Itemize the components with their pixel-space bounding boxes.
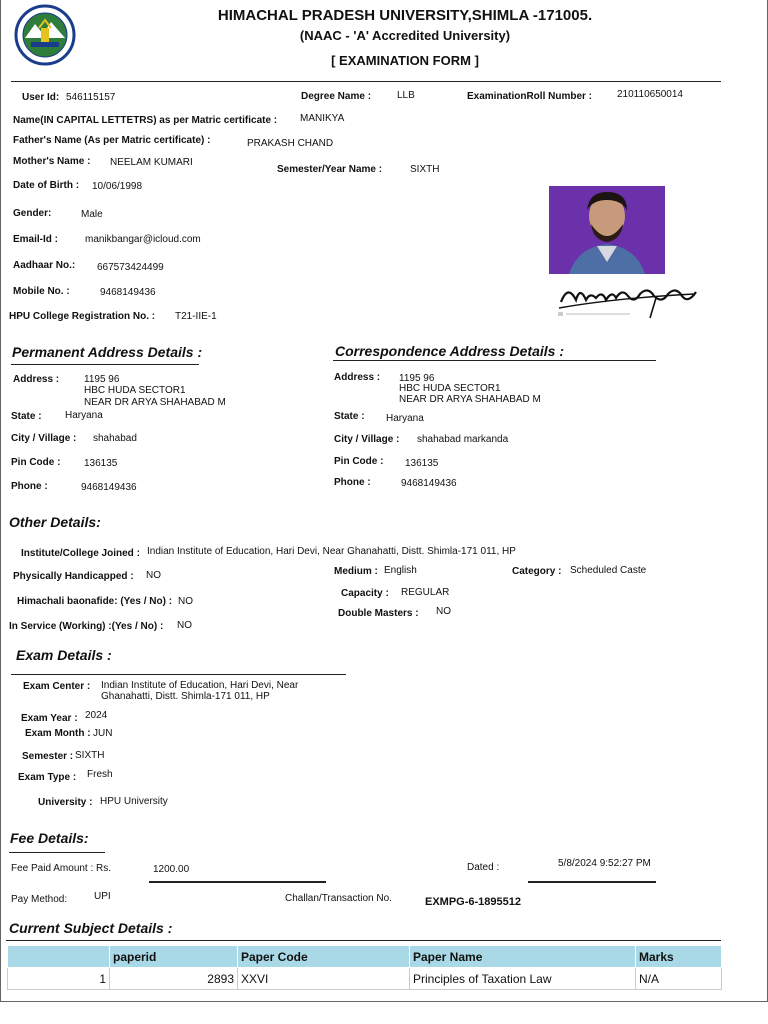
correspondence-state-label: State : [334, 411, 365, 422]
email-value: manikbangar@icloud.com [85, 234, 201, 245]
aadhaar-label: Aadhaar No.: [13, 260, 76, 271]
header-marks: Marks [636, 946, 722, 968]
exam-month-value: JUN [93, 728, 113, 739]
gender-label: Gender: [13, 208, 52, 219]
exam-heading-underline [11, 674, 346, 675]
double-masters-value: NO [436, 606, 451, 617]
header-paper-code: Paper Code [238, 946, 410, 968]
correspondence-city-label: City / Village : [334, 434, 400, 445]
registration-label: HPU College Registration No. : [9, 311, 156, 322]
row-paper-name: Principles of Taxation Law [410, 968, 636, 990]
user-id-label: User Id: [22, 92, 60, 103]
medium-value: English [384, 565, 417, 576]
challan-label: Challan/Transaction No. [285, 893, 392, 904]
permanent-pin-label: Pin Code : [11, 457, 61, 468]
fee-dated-label: Dated : [467, 862, 500, 873]
mother-name-value: NEELAM KUMARI [110, 157, 193, 168]
permanent-address-label: Address : [13, 374, 60, 385]
himachali-value: NO [178, 596, 193, 607]
exam-year-value: 2024 [85, 710, 108, 721]
in-service-value: NO [177, 620, 192, 631]
row-paperid: 2893 [110, 968, 238, 990]
capacity-value: REGULAR [401, 587, 450, 598]
exam-semester-label: Semester : [22, 751, 74, 762]
email-label: Email-Id : [13, 234, 59, 245]
correspondence-address-line-2: HBC HUDA SECTOR1 [399, 383, 501, 394]
semester-value: SIXTH [410, 164, 440, 175]
correspondence-city-value: shahabad markanda [417, 434, 509, 445]
name-value: MANIKYA [300, 113, 345, 124]
permanent-address-line-3: NEAR DR ARYA SHAHABAD M [84, 397, 226, 408]
physically-handicapped-value: NO [146, 570, 161, 581]
institute-label: Institute/College Joined : [21, 548, 140, 559]
permanent-pin-value: 136135 [84, 458, 118, 469]
dob-value: 10/06/1998 [92, 181, 143, 192]
pay-method-label: Pay Method: [11, 894, 68, 905]
physically-handicapped-label: Physically Handicapped : [13, 571, 134, 582]
header-index [8, 946, 110, 968]
correspondence-pin-value: 136135 [405, 458, 439, 469]
subject-heading-divider [6, 940, 721, 941]
exam-center-line-1: Indian Institute of Education, Hari Devi, Near [101, 680, 299, 691]
permanent-state-label: State : [11, 411, 42, 422]
correspondence-pin-label: Pin Code : [334, 456, 384, 467]
registration-value: T21-IIE-1 [175, 311, 217, 322]
correspondence-address-line-3: NEAR DR ARYA SHAHABAD M [399, 394, 541, 405]
student-signature [556, 274, 701, 322]
exam-details-heading: Exam Details : [16, 647, 112, 663]
permanent-city-value: shahabad [93, 433, 137, 444]
table-row [8, 968, 722, 990]
row-marks: N/A [636, 968, 722, 990]
permanent-heading-underline [11, 364, 199, 365]
mobile-value: 9468149436 [100, 287, 156, 298]
user-id-value: 546115157 [66, 92, 116, 103]
correspondence-address-heading: Correspondence Address Details : [335, 343, 564, 359]
permanent-phone-label: Phone : [11, 481, 48, 492]
exam-month-label: Exam Month : [25, 728, 91, 739]
exam-semester-value: SIXTH [75, 750, 105, 761]
permanent-phone-value: 9468149436 [81, 482, 137, 493]
fee-dated-underline [528, 881, 656, 883]
permanent-city-label: City / Village : [11, 433, 77, 444]
mother-name-label: Mother's Name : [13, 156, 91, 167]
category-value: Scheduled Caste [570, 565, 647, 576]
in-service-label: In Service (Working) :(Yes / No) : [9, 621, 164, 632]
exam-type-value: Fresh [87, 769, 113, 780]
gender-value: Male [81, 209, 103, 220]
row-index: 1 [8, 968, 110, 990]
fee-heading-underline [9, 852, 105, 853]
student-photo [549, 186, 665, 274]
fee-details-heading: Fee Details: [10, 830, 89, 846]
aadhaar-value: 667573424499 [97, 262, 164, 273]
fee-amount-label: Fee Paid Amount : Rs. [11, 863, 112, 874]
correspondence-address-label: Address : [334, 372, 381, 383]
dob-label: Date of Birth : [13, 180, 80, 191]
roll-number-label: ExaminationRoll Number : [467, 91, 593, 102]
correspondence-phone-value: 9468149436 [401, 478, 457, 489]
double-masters-label: Double Masters : [338, 608, 419, 619]
semester-label: Semester/Year Name : [277, 164, 383, 175]
father-name-value: PRAKASH CHAND [247, 138, 334, 149]
degree-value: LLB [397, 90, 415, 101]
category-label: Category : [512, 566, 562, 577]
permanent-address-line-2: HBC HUDA SECTOR1 [84, 385, 186, 396]
institute-value: Indian Institute of Education, Hari Devi, Near Ghanahatti, Distt. Shimla-171 011, HP [147, 546, 516, 557]
degree-label: Degree Name : [301, 91, 372, 102]
fee-amount-underline [149, 881, 326, 883]
mobile-label: Mobile No. : [13, 286, 70, 297]
other-details-heading: Other Details: [9, 514, 101, 530]
header-paper-name: Paper Name [410, 946, 636, 968]
challan-value: EXMPG-6-1895512 [425, 896, 521, 908]
correspondence-address-line-1: 1195 96 [399, 373, 435, 384]
fee-amount-value: 1200.00 [153, 864, 190, 875]
row-paper-code: XXVI [238, 968, 410, 990]
capacity-label: Capacity : [341, 588, 389, 599]
exam-center-line-2: Ghanahatti, Distt. Shimla-171 011, HP [101, 691, 270, 702]
exam-year-label: Exam Year : [21, 713, 78, 724]
accreditation-line: (NAAC - 'A' Accredited University) [299, 28, 511, 43]
subject-details-heading: Current Subject Details : [9, 920, 173, 936]
correspondence-heading-underline [333, 360, 656, 361]
header-paperid: paperid [110, 946, 238, 968]
permanent-address-line-1: 1195 96 [84, 374, 120, 385]
pay-method-value: UPI [94, 891, 111, 902]
permanent-address-heading: Permanent Address Details : [12, 344, 203, 360]
subjects-table [7, 945, 722, 990]
form-title: [ EXAMINATION FORM ] [331, 53, 479, 68]
university-name: HIMACHAL PRADESH UNIVERSITY,SHIMLA -171005. [217, 7, 593, 24]
himachali-label: Himachali baonafide: (Yes / No) : [17, 596, 173, 607]
exam-university-value: HPU University [100, 796, 168, 807]
correspondence-state-value: Haryana [386, 413, 424, 424]
correspondence-phone-label: Phone : [334, 477, 371, 488]
father-name-label: Father's Name (As per Matric certificate) : [13, 135, 211, 146]
exam-center-label: Exam Center : [23, 681, 91, 692]
header-divider [11, 81, 721, 82]
exam-university-label: University : [38, 797, 93, 808]
subjects-table-header [8, 946, 722, 968]
permanent-state-value: Haryana [65, 410, 103, 421]
name-label: Name(IN CAPITAL LETTETRS) as per Matric certificate : [13, 115, 278, 126]
exam-type-label: Exam Type : [18, 772, 77, 783]
fee-dated-value: 5/8/2024 9:52:27 PM [558, 858, 651, 869]
medium-label: Medium : [334, 566, 378, 577]
roll-number-value: 210110650014 [617, 89, 683, 100]
